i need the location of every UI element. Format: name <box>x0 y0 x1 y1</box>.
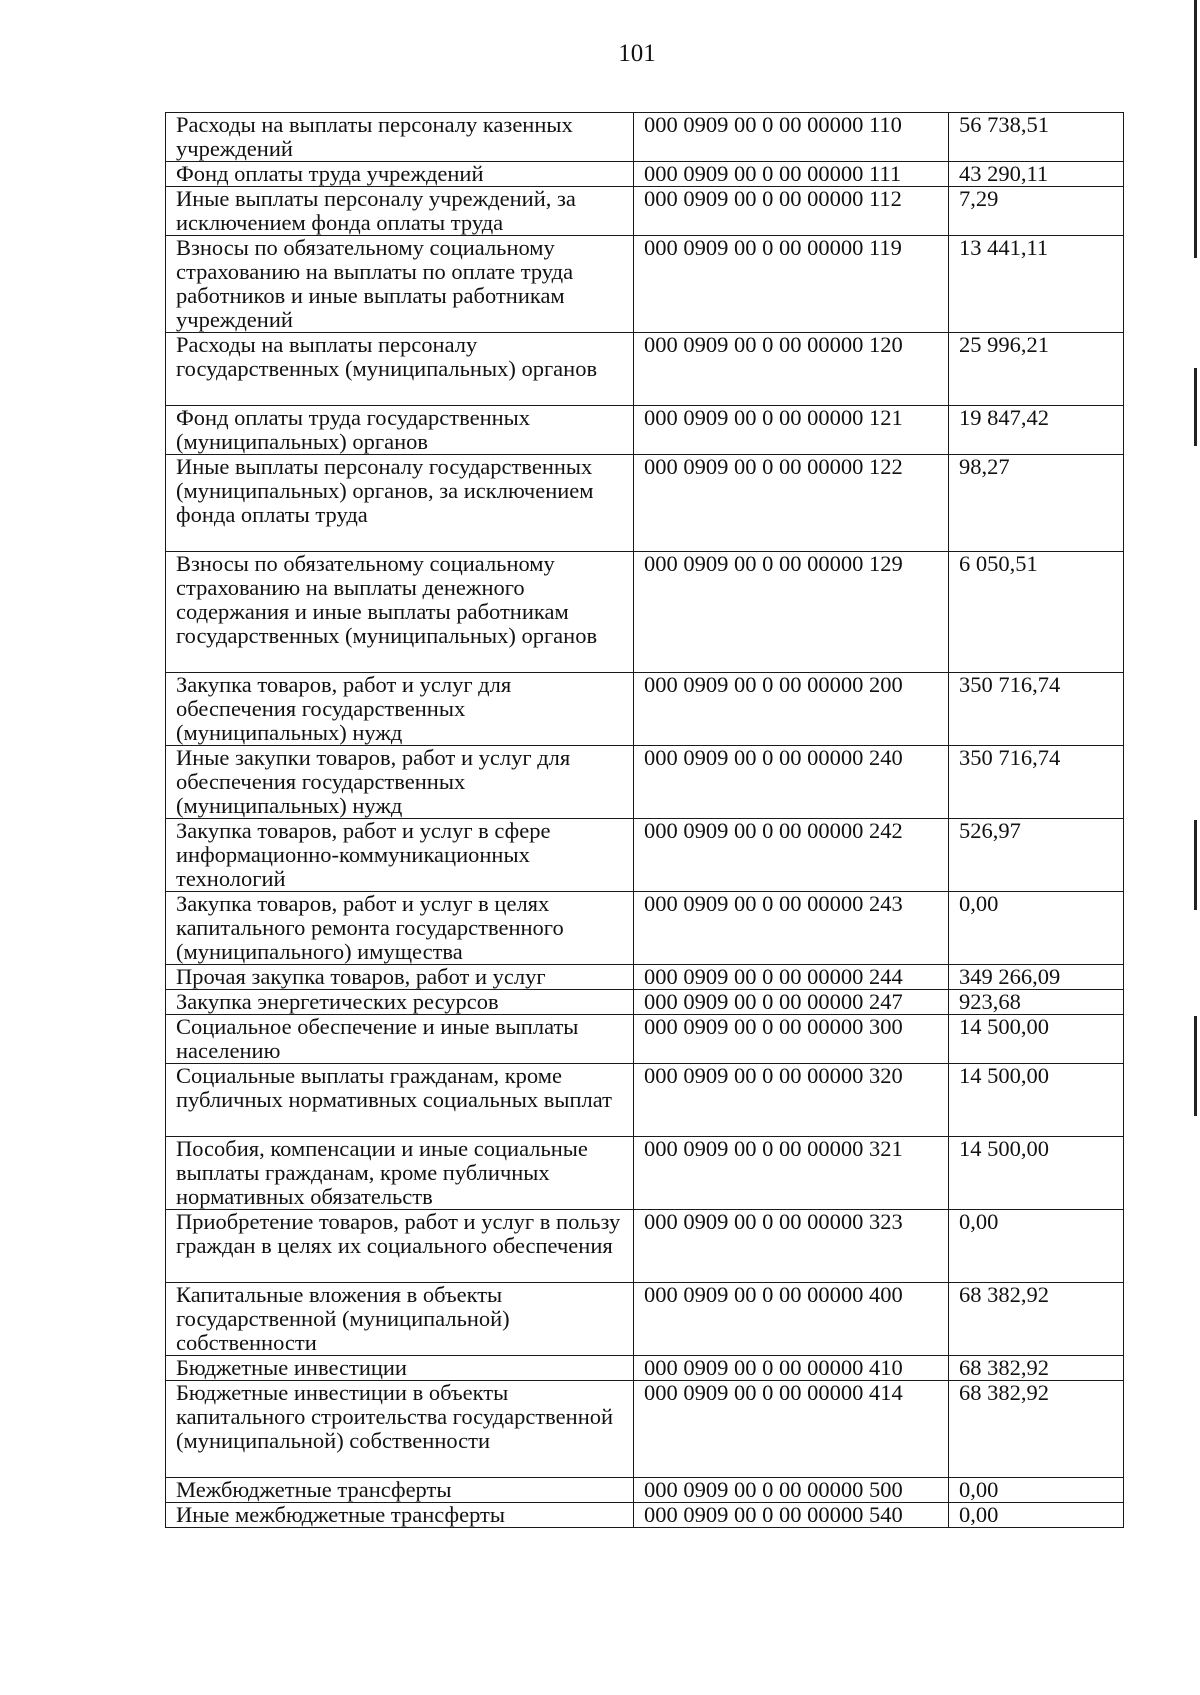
cell-code: 000 0909 00 0 00 00000 323 <box>634 1210 949 1283</box>
cell-name: Приобретение товаров, работ и услуг в пользу граждан в целях их социального обеспечения <box>166 1210 634 1283</box>
cell-code: 000 0909 00 0 00 00000 112 <box>634 187 949 236</box>
table-row <box>166 1015 1124 1064</box>
cell-amount: 350 716,74 <box>949 746 1124 819</box>
cell-code: 000 0909 00 0 00 00000 247 <box>634 990 949 1015</box>
cell-name: Иные межбюджетные трансферты <box>166 1503 634 1528</box>
table-row <box>166 1381 1124 1478</box>
cell-amount: 43 290,11 <box>949 162 1124 187</box>
cell-code: 000 0909 00 0 00 00000 414 <box>634 1381 949 1478</box>
cell-code: 000 0909 00 0 00 00000 244 <box>634 965 949 990</box>
cell-amount: 14 500,00 <box>949 1064 1124 1137</box>
cell-name: Взносы по обязательному социальному страхованию на выплаты денежного содержания и иные выплаты работникам государственных (муниципальных) органов <box>166 552 634 673</box>
cell-code: 000 0909 00 0 00 00000 320 <box>634 1064 949 1137</box>
table-row <box>166 113 1124 162</box>
cell-code: 000 0909 00 0 00 00000 410 <box>634 1356 949 1381</box>
table-row <box>166 1210 1124 1283</box>
budget-table <box>165 112 1124 1528</box>
cell-name: Закупка энергетических ресурсов <box>166 990 634 1015</box>
cell-name: Закупка товаров, работ и услуг в целях капитального ремонта государственного (муниципального) имущества <box>166 892 634 965</box>
cell-code: 000 0909 00 0 00 00000 110 <box>634 113 949 162</box>
cell-name: Социальное обеспечение и иные выплаты населению <box>166 1015 634 1064</box>
cell-code: 000 0909 00 0 00 00000 120 <box>634 333 949 406</box>
cell-amount: 98,27 <box>949 455 1124 552</box>
table-row <box>166 1478 1124 1503</box>
cell-amount: 68 382,92 <box>949 1381 1124 1478</box>
table-row <box>166 236 1124 333</box>
cell-code: 000 0909 00 0 00 00000 321 <box>634 1137 949 1210</box>
cell-amount: 349 266,09 <box>949 965 1124 990</box>
cell-amount: 68 382,92 <box>949 1356 1124 1381</box>
cell-code: 000 0909 00 0 00 00000 121 <box>634 406 949 455</box>
cell-code: 000 0909 00 0 00 00000 242 <box>634 819 949 892</box>
table-row <box>166 406 1124 455</box>
cell-name: Иные закупки товаров, работ и услуг для обеспечения государственных (муниципальных) нужд <box>166 746 634 819</box>
table-row <box>166 1283 1124 1356</box>
table-row <box>166 819 1124 892</box>
table-row <box>166 965 1124 990</box>
scan-edge-mark <box>1194 820 1197 910</box>
cell-name: Расходы на выплаты персоналу казенных учреждений <box>166 113 634 162</box>
page-number: 101 <box>618 40 656 67</box>
cell-amount: 923,68 <box>949 990 1124 1015</box>
cell-amount: 0,00 <box>949 1210 1124 1283</box>
cell-name: Бюджетные инвестиции в объекты капитального строительства государственной (муниципальной) собственности <box>166 1381 634 1478</box>
cell-amount: 0,00 <box>949 892 1124 965</box>
scan-edge-mark <box>1194 0 1197 258</box>
cell-name: Прочая закупка товаров, работ и услуг <box>166 965 634 990</box>
cell-name: Бюджетные инвестиции <box>166 1356 634 1381</box>
cell-code: 000 0909 00 0 00 00000 111 <box>634 162 949 187</box>
table-row <box>166 892 1124 965</box>
cell-code: 000 0909 00 0 00 00000 122 <box>634 455 949 552</box>
cell-name: Фонд оплаты труда государственных (муниципальных) органов <box>166 406 634 455</box>
cell-name: Расходы на выплаты персоналу государственных (муниципальных) органов <box>166 333 634 406</box>
cell-code: 000 0909 00 0 00 00000 240 <box>634 746 949 819</box>
cell-code: 000 0909 00 0 00 00000 540 <box>634 1503 949 1528</box>
table-row <box>166 455 1124 552</box>
cell-amount: 56 738,51 <box>949 113 1124 162</box>
cell-name: Иные выплаты персоналу государственных (муниципальных) органов, за исключением фонда оплаты труда <box>166 455 634 552</box>
table-row <box>166 673 1124 746</box>
table-row <box>166 187 1124 236</box>
cell-amount: 14 500,00 <box>949 1015 1124 1064</box>
cell-code: 000 0909 00 0 00 00000 119 <box>634 236 949 333</box>
cell-name: Капитальные вложения в объекты государственной (муниципальной) собственности <box>166 1283 634 1356</box>
table-row <box>166 990 1124 1015</box>
cell-amount: 0,00 <box>949 1478 1124 1503</box>
table-row <box>166 1064 1124 1137</box>
cell-code: 000 0909 00 0 00 00000 400 <box>634 1283 949 1356</box>
cell-code: 000 0909 00 0 00 00000 129 <box>634 552 949 673</box>
cell-amount: 14 500,00 <box>949 1137 1124 1210</box>
cell-amount: 0,00 <box>949 1503 1124 1528</box>
cell-name: Фонд оплаты труда учреждений <box>166 162 634 187</box>
scan-edge-mark <box>1194 1016 1197 1116</box>
cell-name: Взносы по обязательному социальному страхованию на выплаты по оплате труда работников и иные выплаты работникам учреждений <box>166 236 634 333</box>
cell-name: Пособия, компенсации и иные социальные выплаты гражданам, кроме публичных нормативных обязательств <box>166 1137 634 1210</box>
cell-name: Закупка товаров, работ и услуг для обеспечения государственных (муниципальных) нужд <box>166 673 634 746</box>
cell-amount: 526,97 <box>949 819 1124 892</box>
table-row <box>166 1356 1124 1381</box>
table-row <box>166 1137 1124 1210</box>
cell-code: 000 0909 00 0 00 00000 500 <box>634 1478 949 1503</box>
cell-name: Закупка товаров, работ и услуг в сфере информационно-коммуникационных технологий <box>166 819 634 892</box>
cell-name: Иные выплаты персоналу учреждений, за исключением фонда оплаты труда <box>166 187 634 236</box>
cell-amount: 350 716,74 <box>949 673 1124 746</box>
table-row <box>166 333 1124 406</box>
table-row <box>166 552 1124 673</box>
table-row <box>166 1503 1124 1528</box>
cell-amount: 68 382,92 <box>949 1283 1124 1356</box>
cell-code: 000 0909 00 0 00 00000 300 <box>634 1015 949 1064</box>
table-row <box>166 162 1124 187</box>
cell-name: Социальные выплаты гражданам, кроме публичных нормативных социальных выплат <box>166 1064 634 1137</box>
cell-code: 000 0909 00 0 00 00000 200 <box>634 673 949 746</box>
cell-amount: 7,29 <box>949 187 1124 236</box>
cell-name: Межбюджетные трансферты <box>166 1478 634 1503</box>
cell-amount: 25 996,21 <box>949 333 1124 406</box>
scan-edge-mark <box>1194 368 1197 446</box>
cell-amount: 19 847,42 <box>949 406 1124 455</box>
cell-code: 000 0909 00 0 00 00000 243 <box>634 892 949 965</box>
cell-amount: 6 050,51 <box>949 552 1124 673</box>
table-row <box>166 746 1124 819</box>
cell-amount: 13 441,11 <box>949 236 1124 333</box>
